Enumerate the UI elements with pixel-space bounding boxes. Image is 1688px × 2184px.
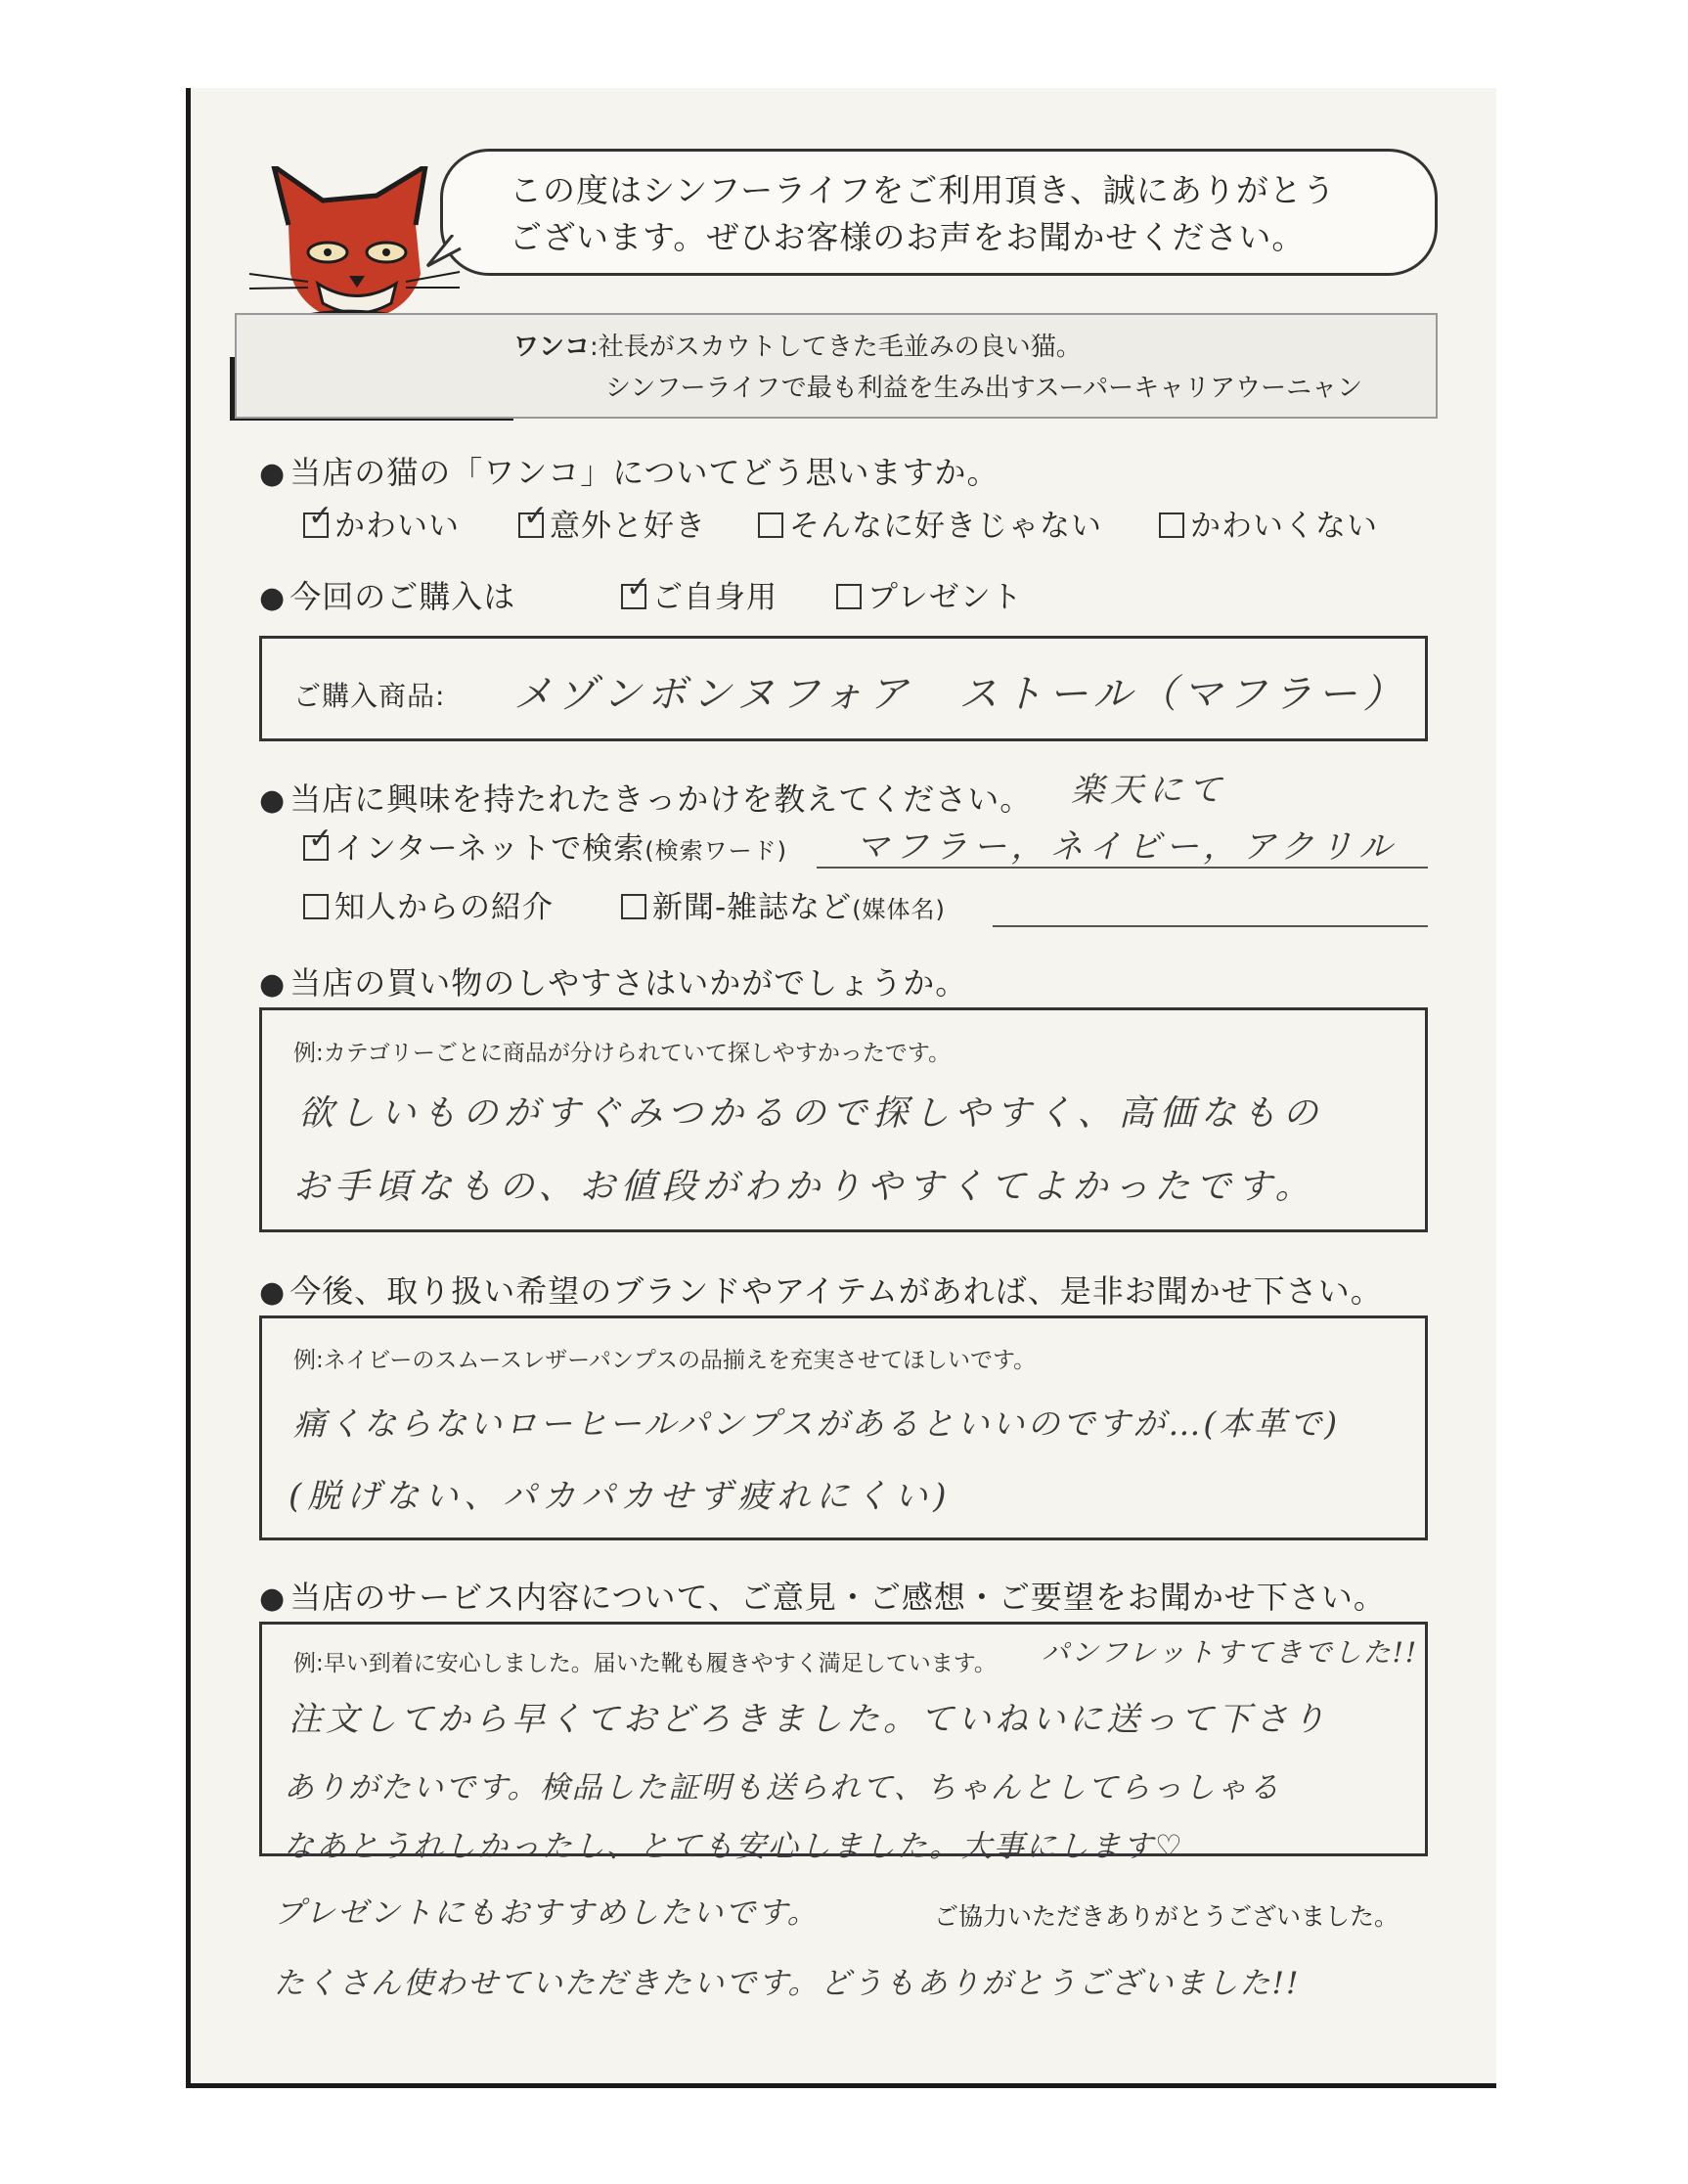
q4-example: 例:カテゴリーごとに商品が分けられていて探しやすかったです。 [293, 1041, 951, 1066]
q1-option-unexpected-like[interactable]: ✓ 意外と好き [518, 501, 706, 545]
q6-answer-line-4: プレゼントにもおすすめしたいです。 [274, 1895, 820, 1931]
question-4: ● 当店の買い物のしやすさはいかがでしょうか。 [259, 964, 968, 1002]
q5-example: 例:ネイビーのスムースレザーパンプスの品揃えを充実させてほしいです。 [293, 1348, 1037, 1373]
checkbox-icon[interactable] [303, 894, 329, 919]
q1-option-cute[interactable]: ✓かわいい [303, 501, 460, 545]
checkbox-icon[interactable] [836, 584, 862, 609]
wanko-desc-1: :社長がスカウトしてきた毛並みの良い猫。 [590, 333, 1082, 362]
q1-option-not-so-much[interactable]: そんなに好きじゃない [758, 501, 1102, 545]
q6-note: パンフレットすてきでした!! [1042, 1636, 1419, 1669]
q2-option-present[interactable]: プレゼント [836, 572, 1023, 616]
intro-line-1: この度はシンフーライフをご利用頂き、誠にありがとう [510, 171, 1336, 209]
bullet-icon: ● [259, 967, 287, 1002]
q3-answer-note[interactable]: 楽天にて [1071, 771, 1227, 810]
q2-option-self[interactable]: ✓ ご自身用 [621, 572, 777, 616]
bullet-icon: ● [259, 1582, 287, 1616]
q4-answer-line-1: 欲しいものがすぐみつかるので探しやすく、高価なもの [298, 1093, 1324, 1134]
wanko-name: ワンコ [513, 333, 591, 362]
bubble-tail-icon [425, 235, 465, 274]
checkbox-checked-icon[interactable] [303, 513, 329, 538]
question-1: ● 当店の猫の「ワンコ」についてどう思いますか。 [259, 454, 999, 491]
q3-option-internet[interactable]: ✓インターネットで検索(検索ワード) [303, 824, 787, 868]
checkbox-checked-icon[interactable] [621, 584, 646, 609]
product-value[interactable]: メゾンボンヌフォア ストール（マフラー） [513, 672, 1408, 717]
media-name-line [993, 925, 1428, 927]
question-2: ● 今回のご購入は [259, 578, 516, 615]
bullet-icon: ● [259, 783, 287, 818]
bullet-icon: ● [259, 581, 287, 615]
checkbox-checked-icon[interactable] [518, 513, 544, 538]
q6-answer-line-3: なあとうれしかったし、とても安心しました。大事にします♡ [284, 1829, 1184, 1864]
wanko-desc-2: シンフーライフで最も利益を生み出すスーパーキャリアウーニャン [605, 374, 1363, 403]
checkbox-icon[interactable] [758, 513, 783, 538]
question-5: ● 今後、取り扱い希望のブランドやアイテムがあれば、是非お聞かせ下さい。 [259, 1272, 1383, 1310]
q3-option-media[interactable]: 新聞-雑誌など(媒体名) [621, 882, 946, 926]
q6-answer-line-1: 注文してから早くておどろきました。ていねいに送って下さり [289, 1700, 1329, 1739]
checkbox-icon[interactable] [621, 894, 646, 919]
q1-option-not-cute[interactable]: かわいくない [1159, 501, 1378, 545]
search-words-value[interactable]: マフラー，ネイビー，アクリル [856, 827, 1399, 867]
wanko-description [513, 327, 1362, 409]
question-6: ● 当店のサービス内容について、ご意見・ご感想・ご要望をお聞かせ下さい。 [259, 1579, 1386, 1616]
q6-example: 例:早い到着に安心しました。届いた靴も履きやすく満足しています。 [293, 1651, 997, 1676]
q6-answer-line-2: ありがたいです。検品した証明も送られて、ちゃんとしてらっしゃる [284, 1770, 1281, 1805]
product-label: ご購入商品: [293, 680, 446, 712]
bullet-icon: ● [259, 1275, 287, 1310]
intro-line-2: ございます。ぜひお客様のお声をお聞かせください。 [510, 218, 1306, 256]
q5-answer-line-1: 痛くならないローヒールパンプスがあるといいのですが…(本革で) [293, 1404, 1341, 1443]
q3-option-friend[interactable]: 知人からの紹介 [303, 882, 554, 926]
survey-card [186, 88, 1496, 2088]
q4-answer-line-2: お手頃なもの、お値段がわかりやすくてよかったです。 [293, 1167, 1316, 1207]
intro-speech-bubble [440, 149, 1438, 276]
closing-thanks: ご協力いただきありがとうございました。 [934, 1902, 1399, 1931]
question-3: ● 当店に興味を持たれたきっかけを教えてください。 [259, 780, 1033, 818]
q6-answer-line-5: たくさん使わせていただきたいです。どうもありがとうございました!! [274, 1966, 1301, 2001]
bullet-icon: ● [259, 457, 287, 491]
q5-answer-line-2: (脱げない、パカパカせず疲れにくい) [289, 1477, 953, 1516]
checkbox-icon[interactable] [1159, 513, 1184, 538]
checkbox-checked-icon[interactable] [303, 835, 329, 861]
